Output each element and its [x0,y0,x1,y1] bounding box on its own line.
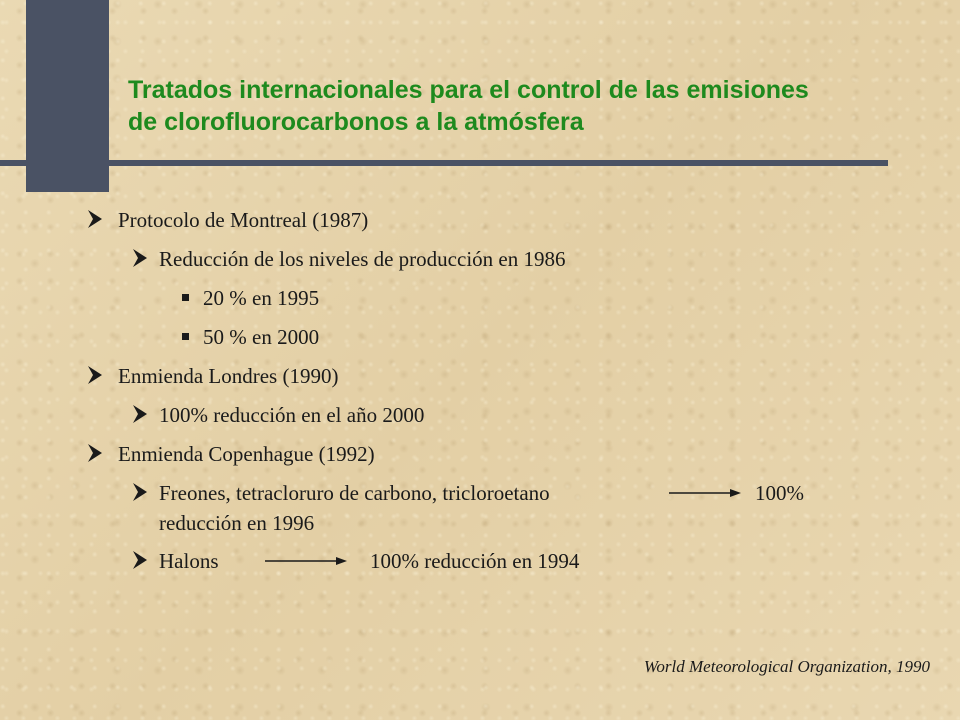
bullet-text: Protocolo de Montreal (1987) [118,208,369,232]
slide-title-line-2: de clorofluorocarbonos a la atmósfera [128,108,584,136]
source-citation: World Meteorological Organization, 1990 [643,657,930,676]
arrowhead-bullet-icon [86,208,106,232]
bullet-text: Enmienda Copenhague (1992) [118,442,375,466]
bullet-text: 20 % en 1995 [203,286,320,310]
arrowhead-bullet-icon [131,549,151,573]
bullet-text: Reducción de los niveles de producción en 1986 [159,247,566,271]
arrowhead-bullet-icon [131,481,151,505]
bullet-text-continuation: reducción en 1996 [159,511,315,535]
arrowhead-bullet-icon [86,442,106,466]
bullet-text: 100% reducción en el año 2000 [159,403,425,427]
square-bullet-icon [182,294,189,301]
right-arrow-icon [668,486,742,500]
bullet-text: Freones, tetracloruro de carbono, tricloroetano [159,481,550,505]
arrowhead-bullet-icon [86,364,106,388]
bullet-text: Enmienda Londres (1990) [118,364,339,388]
slide-title-line-1: Tratados internacionales para el control de las emisiones [128,76,809,104]
bullet-text: 50 % en 2000 [203,325,320,349]
bullet-result: 100% [755,481,804,505]
bullet-text: Halons [159,549,219,573]
arrowhead-bullet-icon [131,403,151,427]
bullet-result: 100% reducción en 1994 [370,549,580,573]
arrowhead-bullet-icon [131,247,151,271]
right-arrow-icon [264,554,348,568]
square-bullet-icon [182,333,189,340]
